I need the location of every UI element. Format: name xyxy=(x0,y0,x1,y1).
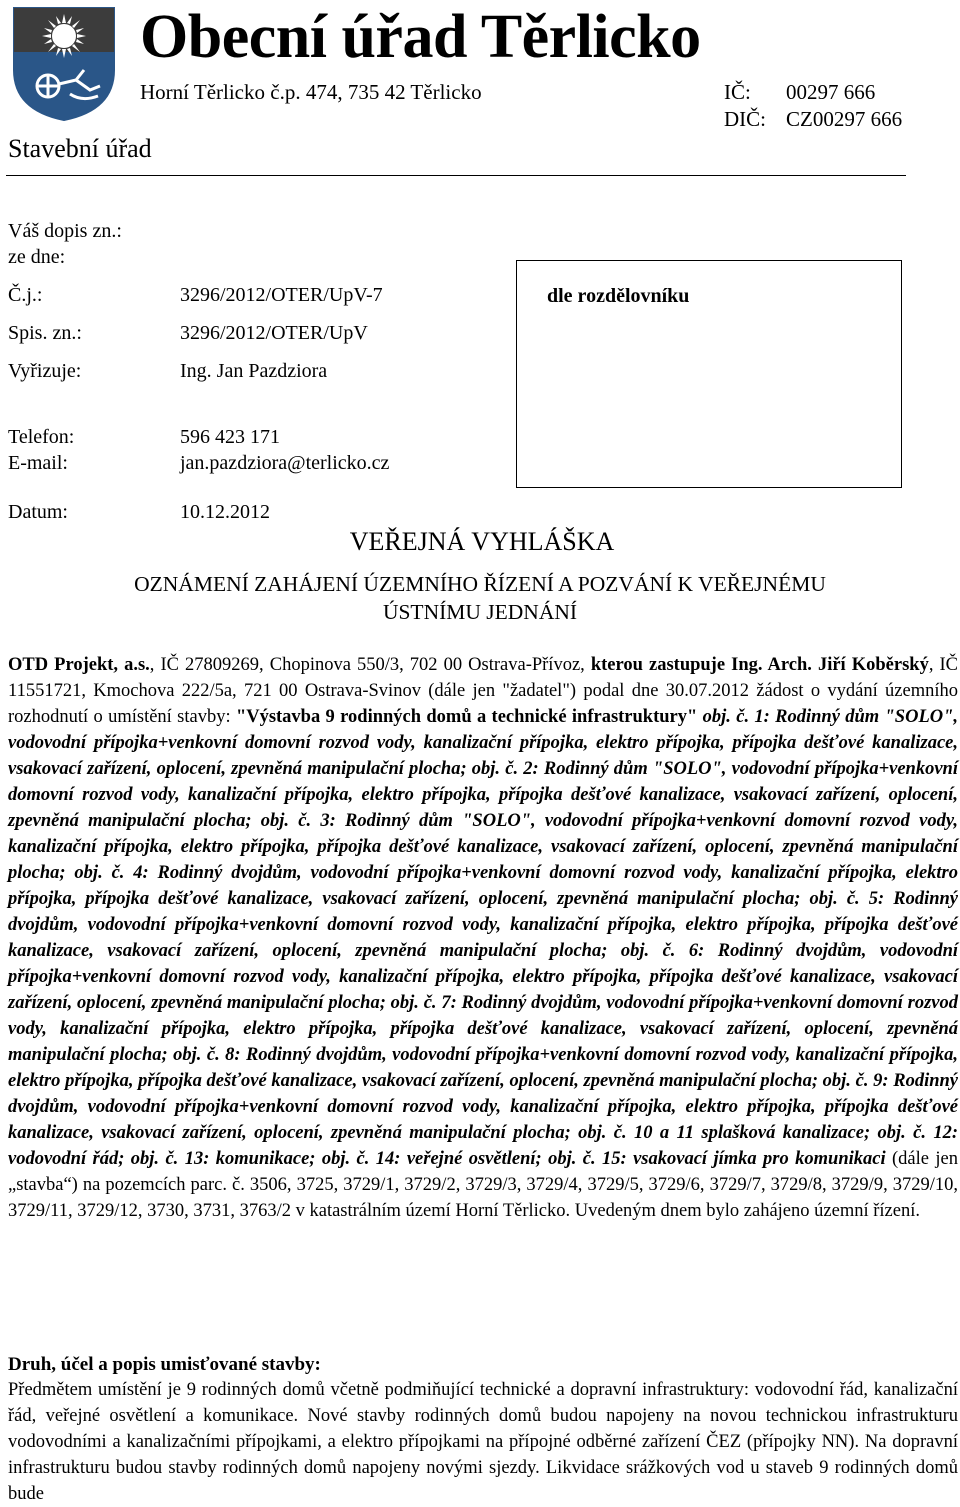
applicant-details: , IČ 27809269, Chopinova 550/3, 702 00 Ostrava-Přívoz, xyxy=(149,655,591,675)
building-objects: obj. č. 1: Rodinný dům "SOLO", vodovodní přípojka+venkovní domovní rozvod vody, kanalizační přípojka, elektro přípojka, přípojka dešťové kanalizace, vsakovací zařízení, oplocení, zpevněná manipulační plocha; obj. č. 2: Rodinný dům "SOLO", vodovodní přípojka+venkovní domovní rozvod vody, kanalizační přípojka, elektro přípojka, přípojka dešťové kanalizace, vsakovací zařízení, oplocení, zpevněná manipulační plocha; obj. č. 3: Rodinný dům "SOLO", vodovodní přípojka+venkovní domovní rozvod vody, kanalizační přípojka, elektro přípojka, přípojka dešťové kanalizace, vsakovací zařízení, oplocení, zpevněná manipulační plocha; obj. č. 4: Rodinný dvojdům, vodovodní přípojka+venkovní domovní rozvod vody, kanalizační přípojka, elektro přípojka, přípojka dešťové kanalizace, vsakovací zařízení, oplocení, zpevněná manipulační plocha; obj. č. 5: Rodinný dvojdům, vodovodní přípojka+venkovní domovní rozvod vody, kanalizační přípojka, elektro přípojka, přípojka dešťové kanalizace, vsakovací zařízení, oplocení, zpevněná manipulační plocha; obj. č. 6: Rodinný dvojdům, vodovodní přípojka+venkovní domovní rozvod vody, kanalizační přípojka, elektro přípojka, přípojka dešťové kanalizace, vsakovací zařízení, oplocení, zpevněná manipulační plocha; obj. č. 7: Rodinný dvojdům, vodovodní přípojka+venkovní domovní rozvod vody, kanalizační přípojka, elektro přípojka, přípojka dešťové kanalizace, vsakovací zařízení, oplocení, zpevněná manipulační plocha; obj. č. 8: Rodinný dvojdům, vodovodní přípojka+venkovní domovní rozvod vody, kanalizační přípojka, elektro přípojka, přípojka dešťové kanalizace, vsakovací zařízení, oplocení, zpevněná manipulační plocha; obj. č. 9: Rodinný dvojdům, vodovodní přípojka+venkovní domovní rozvod vody, kanalizační přípojka, elektro přípojka, přípojka dešťové kanalizace, vsakovací zařízení, oplocení, zpevněná manipulační plocha; obj. č. 10 a 11 splašková kanalizace; obj. č. 12: vodovodní řád; obj. č. 13: komunikace; obj. č. 14: veřejné osvětlení; obj. č. 15: vsakovací jímka pro komunikaci xyxy=(8,707,959,1169)
section-text: Předmětem umístění je 9 rodinných domů včetně podmiňující technické a dopravní infrastruktury: vodovodní řád, kanalizační řád, veřejné osvětlení a komunikace. Nové stavby rodinných domů budou napojeny na novou technickou infrastrukturu vodovodními a kanalizačními přípojkami, a elektro přípojkami na přípojné odběrné zařízení ČEZ (přípojky NN). Na dopravní infrastrukturu budou stavby rodinných domů napojeny novými sjezdy. Likvidace srážkových vod u staveb 9 rodinných domů bude xyxy=(8,1380,958,1504)
recipient-text: dle rozdělovníku xyxy=(547,285,690,307)
building-title: "Výstavba 9 rodinných domů a technické infrastruktury" xyxy=(235,707,703,727)
date-label: Datum: xyxy=(8,501,68,523)
reference-number: 3296/2012/OTER/UpV-7 xyxy=(180,284,383,306)
representative-details: , IČ 11551721, Kmochova 222/5a, 721 00 Ostrava-Svinov (dále jen "žadatel") podal dne 30.07.2012 žádost o vydání územního rozhodnutí o umístění stavby: xyxy=(8,655,959,727)
file-number: 3296/2012/OTER/UpV xyxy=(180,322,368,344)
applicant-name: OTD Projekt, a.s. xyxy=(8,655,150,675)
office-title: Obecní úřad Těrlicko xyxy=(140,3,701,71)
section-paragraph xyxy=(8,1377,958,1507)
dic-label: DIČ: xyxy=(724,107,766,131)
office-address: Horní Těrlicko č.p. 474, 735 42 Těrlicko xyxy=(140,80,482,104)
ic-label: IČ: xyxy=(724,80,751,104)
notice-subtitle-line-2: ÚSTNÍMU JEDNÁNÍ xyxy=(382,600,578,624)
header-divider xyxy=(6,175,906,176)
municipal-coat-of-arms xyxy=(12,6,116,122)
department-name: Stavební úřad xyxy=(8,134,152,163)
date-value: 10.12.2012 xyxy=(180,501,270,523)
representative: kterou zastupuje Ing. Arch. Jiří Koběrský xyxy=(590,655,929,675)
email-label: E-mail: xyxy=(8,452,68,474)
file-number-label: Spis. zn.: xyxy=(8,322,82,344)
handled-by: Ing. Jan Pazdziora xyxy=(180,360,328,382)
your-letter-label: Váš dopis zn.: xyxy=(8,220,122,242)
public-notice-title: VEŘEJNÁ VYHLÁŠKA xyxy=(349,527,615,556)
email-address: jan.pazdziora@terlicko.cz xyxy=(180,452,390,474)
ic-value: 00297 666 xyxy=(786,80,876,104)
phone-number: 596 423 171 xyxy=(180,426,280,448)
reference-number-label: Č.j.: xyxy=(8,284,43,306)
building-location: (dále jen „stavba“) na pozemcích parc. č. 3506, 3725, 3729/1, 3729/2, 3729/3, 3729/4, 3729/5, 3729/6, 3729/7, 3729/8, 3729/9, 3729/10, 3729/11, 3729/12, 3730, 3731, 3763/2 v katastrálním území Horní Těrlicko. Uvedeným dnem bylo zahájeno územní řízení. xyxy=(8,1149,958,1221)
main-paragraph xyxy=(8,652,958,1224)
notice-subtitle-line-1: OZNÁMENÍ ZAHÁJENÍ ÚZEMNÍHO ŘÍZENÍ A POZVÁNÍ K VEŘEJNÉMU xyxy=(134,572,826,596)
handled-by-label: Vyřizuje: xyxy=(8,360,82,382)
dic-value: CZ00297 666 xyxy=(786,107,903,131)
phone-label: Telefon: xyxy=(8,426,75,448)
date-of-letter-label: ze dne: xyxy=(8,246,66,268)
recipient-box xyxy=(516,260,902,488)
coat-of-arms-icon xyxy=(12,6,116,122)
section-title: Druh, účel a popis umisťované stavby: xyxy=(8,1354,321,1375)
